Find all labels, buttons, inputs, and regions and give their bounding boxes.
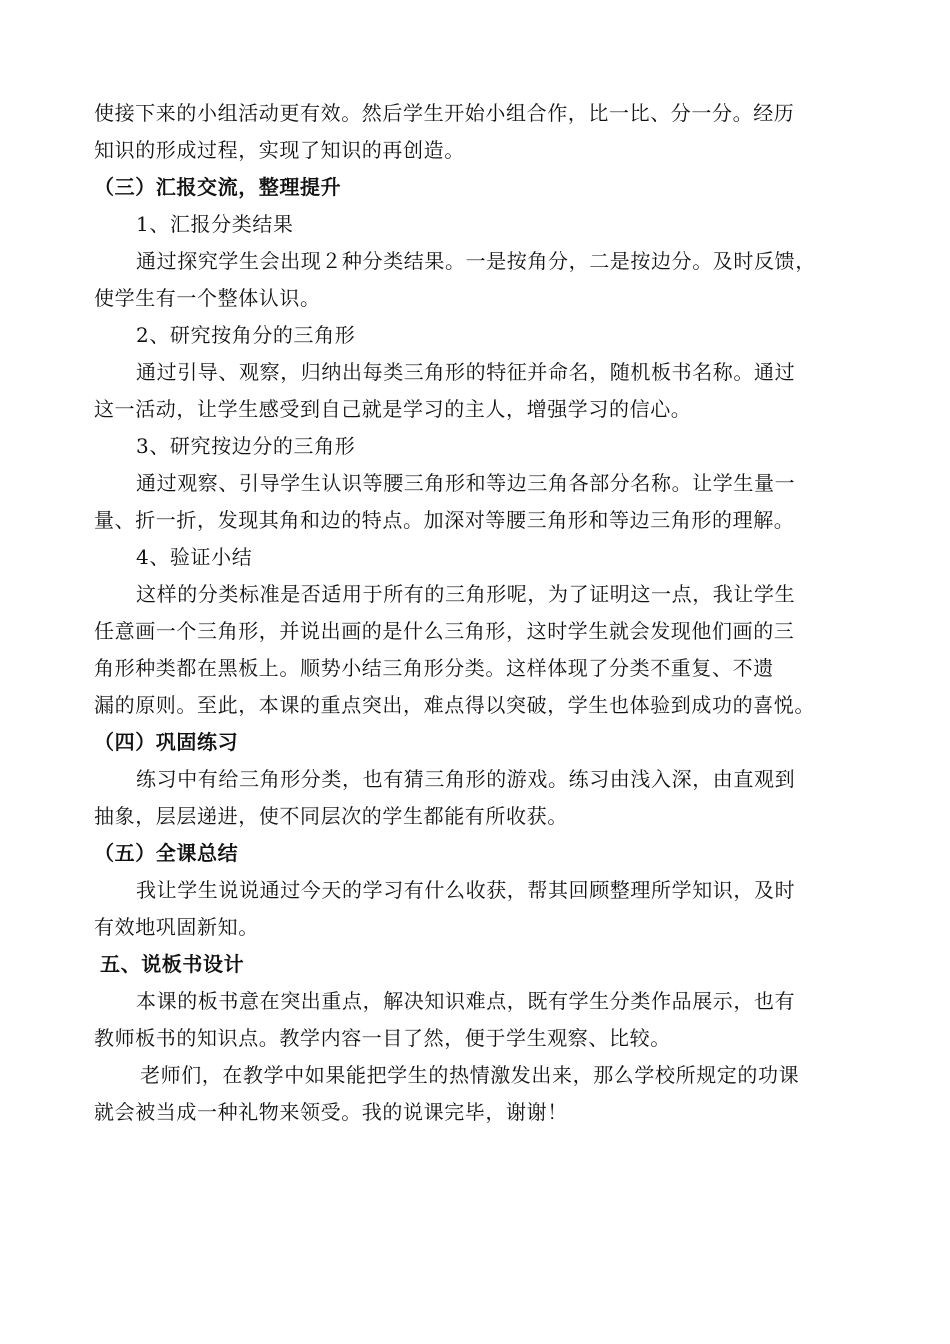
body-text-line: 通过探究学生会出现２种分类结果。一是按角分，二是按边分。及时反馈， — [136, 249, 816, 273]
body-text-line: 这一活动，让学生感受到自己就是学习的主人，增强学习的信心。 — [94, 397, 692, 421]
body-text-line: 通过引导、观察，归纳出每类三角形的特征并命名，随机板书名称。通过 — [136, 360, 796, 384]
subheading-4: 4、验证小结 — [136, 545, 253, 569]
body-text-line: 通过观察、引导学生认识等腰三角形和等边三角各部分名称。让学生量一 — [136, 471, 796, 495]
body-text-line: 使学生有一个整体认识。 — [94, 286, 321, 310]
body-text-line: 量、折一折，发现其角和边的特点。加深对等腰三角形和等边三角形的理解。 — [94, 508, 795, 532]
body-text-line: 角形种类都在黑板上。顺势小结三角形分类。这样体现了分类不重复、不遗 — [94, 656, 774, 680]
body-text-line: 使接下来的小组活动更有效。然后学生开始小组合作，比一比、分一分。经历 — [94, 101, 795, 125]
body-text-line: 抽象，层层递进，使不同层次的学生都能有所收获。 — [94, 804, 568, 828]
body-text-line: 教师板书的知识点。教学内容一目了然，便于学生观察、比较。 — [94, 1026, 671, 1050]
body-text-line: 任意画一个三角形，并说出画的是什么三角形，这时学生就会发现他们画的三 — [94, 619, 795, 643]
body-text-line: 这样的分类标准是否适用于所有的三角形呢，为了证明这一点，我让学生 — [136, 582, 796, 606]
subheading-2: 2、研究按角分的三角形 — [136, 323, 356, 347]
body-text-line: 就会被当成一种礼物来领受。我的说课完毕，谢谢！ — [94, 1100, 568, 1124]
body-text-line: 知识的形成过程，实现了知识的再创造。 — [94, 138, 465, 162]
main-heading-5: 五、说板书设计 — [100, 952, 245, 976]
body-text-line: 我让学生说说通过今天的学习有什么收获，帮其回顾整理所学知识，及时 — [136, 878, 796, 902]
section-heading-4: （四）巩固练习 — [94, 730, 239, 754]
body-text-line: 老师们，在教学中如果能把学生的热情激发出来，那么学校所规定的功课 — [140, 1063, 800, 1087]
section-heading-5: （五）全课总结 — [94, 841, 239, 865]
body-text-line: 本课的板书意在突出重点，解决知识难点，既有学生分类作品展示，也有 — [136, 989, 796, 1013]
subheading-3: 3、研究按边分的三角形 — [136, 434, 356, 458]
body-text-line: 有效地巩固新知。 — [94, 915, 259, 939]
section-heading-3: （三）汇报交流，整理提升 — [94, 175, 342, 199]
subheading-1: 1、汇报分类结果 — [136, 212, 294, 236]
body-text-line: 练习中有给三角形分类，也有猜三角形的游戏。练习由浅入深，由直观到 — [136, 767, 796, 791]
body-text-line: 漏的原则。至此，本课的重点突出，难点得以突破，学生也体验到成功的喜悦。 — [94, 693, 815, 717]
